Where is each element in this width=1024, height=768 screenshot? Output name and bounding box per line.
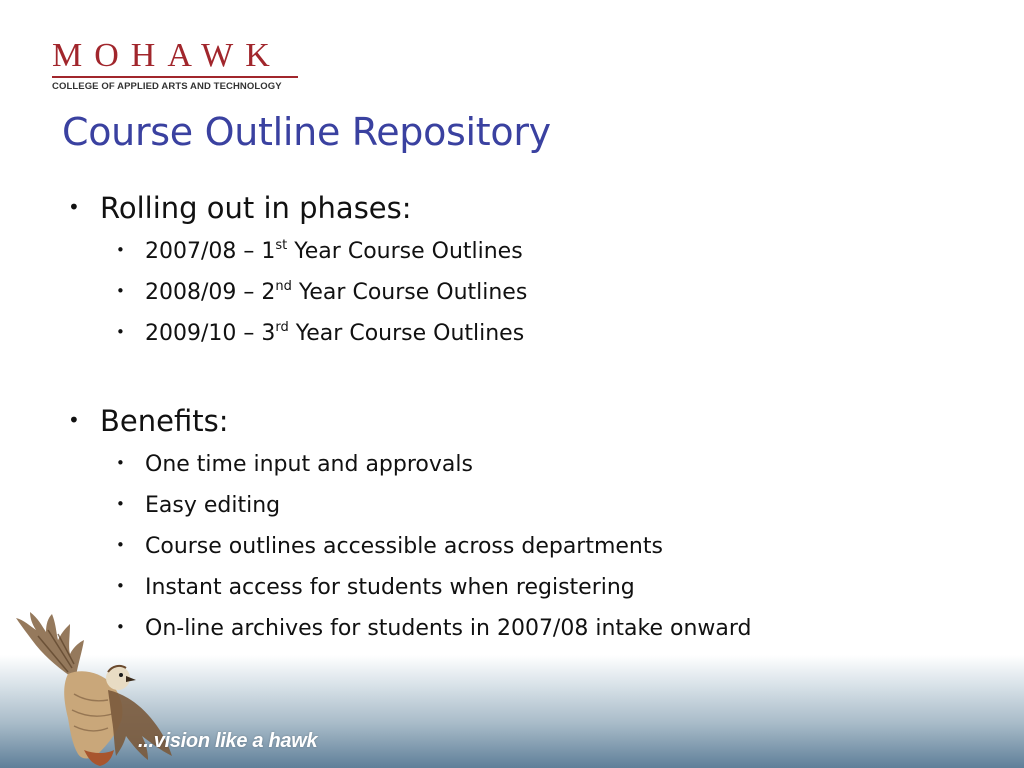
ordinal-suffix: rd: [275, 320, 289, 335]
logo-divider: [52, 76, 298, 78]
item-text: Year Course Outlines: [287, 239, 523, 264]
bullet-icon: •: [68, 408, 80, 432]
section-heading-benefits: [68, 402, 228, 439]
list-item: [116, 448, 473, 480]
item-text: Course outlines accessible across departments: [145, 534, 663, 559]
logo-subtitle: COLLEGE OF APPLIED ARTS AND TECHNOLOGY: [52, 81, 282, 92]
item-text: Year Course Outlines: [288, 321, 525, 346]
list-item: [116, 489, 280, 521]
item-text: Year Course Outlines: [291, 280, 528, 305]
item-text: Easy editing: [145, 493, 281, 518]
bullet-icon: •: [116, 241, 125, 259]
item-text: Instant access for students when registering: [145, 575, 635, 600]
logo-wordmark: MOHAWK: [52, 37, 282, 74]
bullet-icon: •: [116, 618, 125, 636]
list-item: [116, 235, 523, 267]
bullet-icon: •: [116, 536, 125, 554]
bullet-icon: •: [116, 577, 125, 595]
bullet-icon: •: [116, 495, 125, 513]
tagline: ...vision like a hawk: [138, 730, 318, 752]
ordinal-suffix: nd: [275, 279, 292, 294]
bullet-icon: •: [116, 454, 125, 472]
list-item: [116, 571, 635, 603]
item-text: 2009/10 – 3: [145, 321, 276, 346]
slide-title: Course Outline Repository: [62, 110, 551, 154]
item-text: On-line archives for students in 2007/08 intake onward: [145, 616, 752, 641]
item-text: 2007/08 – 1: [145, 239, 276, 264]
mohawk-logo: [52, 38, 298, 92]
list-item: [116, 612, 751, 644]
bullet-icon: •: [116, 323, 125, 341]
list-item: [116, 317, 524, 349]
section-heading-phases: [68, 189, 412, 226]
section-heading-label: Rolling out in phases:: [100, 191, 412, 225]
list-item: [116, 530, 663, 562]
list-item: [116, 276, 527, 308]
bullet-icon: •: [68, 195, 80, 219]
section-heading-label: Benefits:: [100, 404, 229, 438]
bullet-icon: •: [116, 282, 125, 300]
item-text: 2008/09 – 2: [145, 280, 276, 305]
ordinal-suffix: st: [275, 238, 288, 253]
item-text: One time input and approvals: [145, 452, 473, 477]
